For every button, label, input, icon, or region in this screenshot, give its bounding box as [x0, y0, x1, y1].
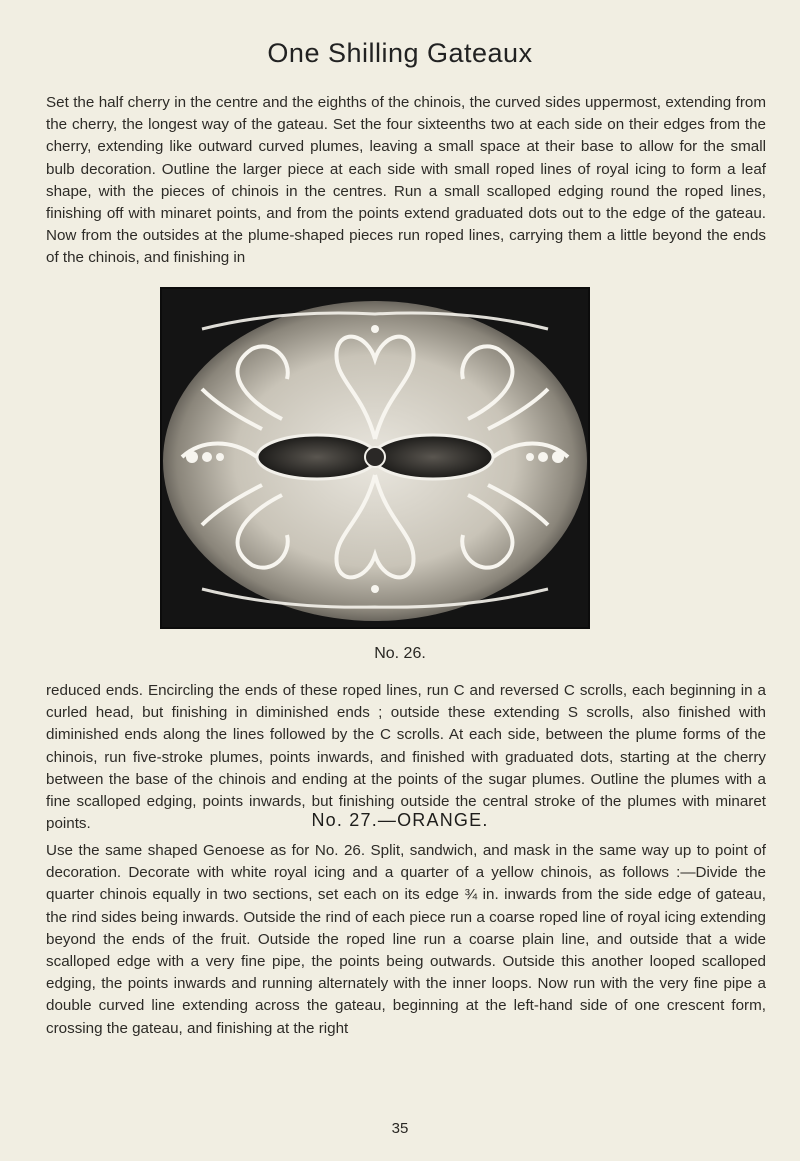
body-paragraph-3: Use the same shaped Genoese as for No. 26. Split, sandwich, and mask in the same way up to point of decoration. Decorate with white royal icing and a quarter of a yellow chinois, as follows :—Divide the quarter chinois equally in two sections, set each on its edge ¾ in. inwards from the side edge of gateau, the rind sides being inwards. Outside the rind of each piece run a coarse roped line of royal icing extending beyond the ends of the fruit. Outside the roped line run a coarse plain line, and outside that a wide scalloped edge with a very fine pipe, the points being outwards. Outside this another looped scalloped edging, the points inwards and running alternately with the inner loops. Now run with the very fine pipe a double curved line extending across the gateau, beginning at the left-hand side of one crescent form, crossing the gateau, and finishing at the right — [46, 842, 766, 1037]
figure-caption: No. 26. — [374, 645, 426, 662]
page-number: 35 — [391, 1120, 409, 1137]
gateau-illustration — [162, 289, 588, 627]
body-paragraph-2: reduced ends. Encircling the ends of these roped lines, run C and reversed C scrolls, each beginning in a curled head, but finishing in diminished ends ; outside these extending S scrolls, also finished with diminished ends along the lines followed by the C scrolls. At each side, between the plume forms of the chinois, run five-stroke plumes, points inwards, and finished with graduated dots, starting at the cherry between the base of the chinois and ending at the points of the sugar plumes. Outline the plumes with a fine scalloped edging, points inwards, but finishing outside the central stroke of the plumes with minaret points. — [46, 682, 766, 833]
gateau-photograph — [160, 287, 590, 629]
page-title: One Shilling Gateaux — [267, 38, 533, 68]
body-paragraph-1: Set the half cherry in the centre and the eighths of the chinois, the curved sides uppermost, extending from the cherry, the longest way of the gateau. Set the four sixteenths two at each side on their edges from the cherry, extending like outward curved plumes, leaving a small space at their base to allow for the small bulb decoration. Outline the larger piece at each side with small roped lines of royal icing to form a leaf shape, with the pieces of chinois in the centres. Run a small scalloped edging round the roped lines, finishing off with minaret points, and from the points extend graduated dots out to the edge of the gateau. Now from the outsides at the plume-shaped pieces run roped lines, carrying them a little beyond the ends of the chinois, and finishing in — [46, 94, 766, 267]
section-heading: No. 27.—ORANGE. — [311, 810, 489, 830]
